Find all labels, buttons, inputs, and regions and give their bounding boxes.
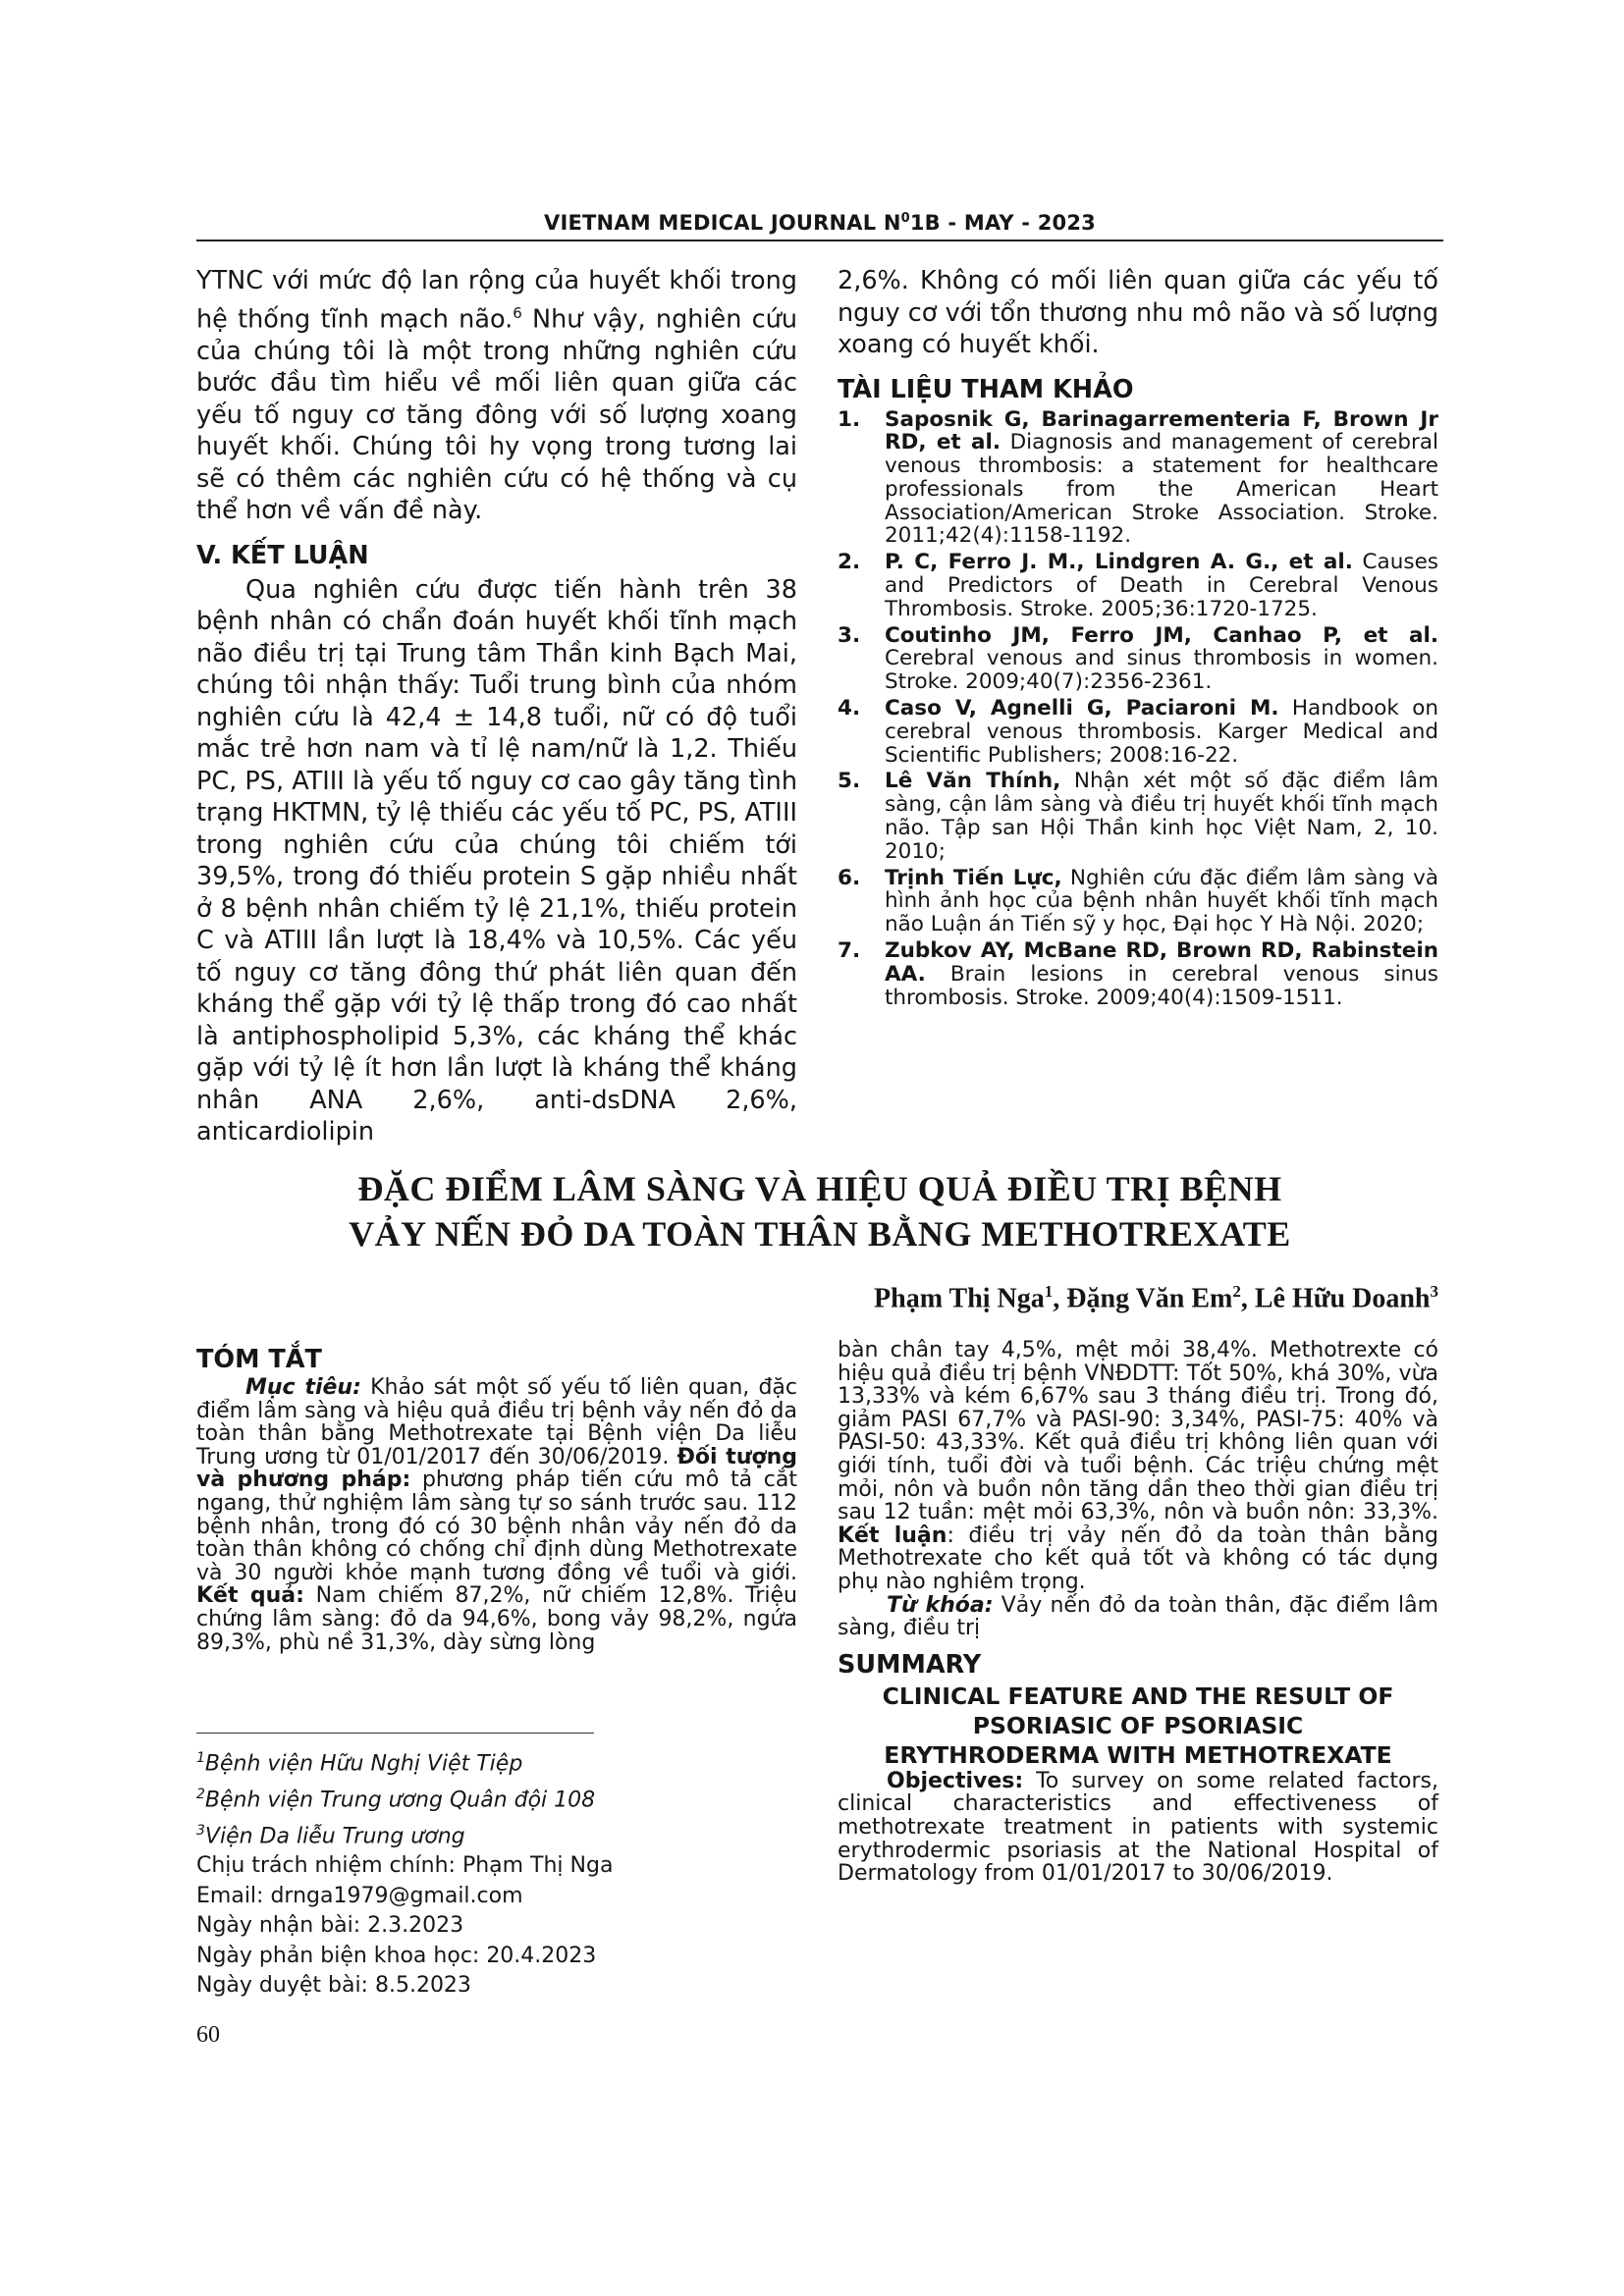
accepted-date: Ngày duyệt bài: 8.5.2023	[196, 1973, 471, 1999]
reference-item: 6. Trịnh Tiến Lực, Nghiên cứu đặc điểm lâm sàng và hình ảnh học của bệnh nhân huyết khối tĩnh mạch não Luận án Tiến sỹ y học, Đại học Y Hà Nội. 2020;	[838, 865, 1438, 937]
article-title	[196, 1166, 1443, 1256]
references-heading: TÀI LIỆU THAM KHẢO	[838, 374, 1134, 404]
author-line: Phạm Thị Nga$^1$, Đặng Văn Em$^2$, Lê Hữu Doanh$^3$	[874, 1282, 1438, 1314]
author-name: Lê Hữu Doanh	[1254, 1283, 1431, 1314]
reference-item: 7. Zubkov AY, McBane RD, Brown RD, Rabinstein AA. Brain lesions in cerebral venous sinus thrombosis. Stroke. 2009;40(4):1509-1511.	[838, 938, 1438, 1010]
abstract-vi	[196, 1345, 797, 1654]
reference-item: 1. Saposnik G, Barinagarrementeria F, Brown Jr RD, et al. Diagnosis and management of cerebral venous thrombosis: a statement for healthcare professionals from the American Heart Association/American Stroke Association. Stroke. 2011;42(4):1158-1192.	[838, 406, 1439, 549]
reference-item: 5. Lê Văn Thính, Nhận xét một số đặc điểm lâm sàng, cận lâm sàng và điều trị huyết khối tĩnh mạch não. Tập san Hội Thần kinh học Việt Nam, 2, 10. 2010;	[838, 769, 1439, 864]
email: Email: drnga1979@gmail.com	[196, 1883, 523, 1908]
abstract-heading: TÓM TẮT	[196, 1345, 322, 1374]
reference-item: 3. Coutinho JM, Ferro JM, Canhao P, et al. Cerebral venous and sinus thrombosis in women. Stroke. 2009;40(7):2356-2361.	[838, 622, 1438, 695]
discussion-continuation: YTNC với mức độ lan rộng của huyết khối trong hệ thống tĩnh mạch não.$^6$ Như vậy, nghiên cứu của chúng tôi là một trong những nghiên cứu bước đầu tìm hiểu về mối liên quan giữa các yếu tố nguy cơ tăng đông với số lượng xoang huyết khối. Chúng tôi hy vọng trong tương lai sẽ có thêm các nghiên cứu có hệ thống và cụ thể hơn về vấn đề này.	[196, 266, 797, 525]
summary-title: CLINICAL FEATURE AND THE RESULT OF PSORIASIC OF PSORIASIC ERYTHRODERMA WITH METHOTREXATE	[882, 1682, 1394, 1769]
received-date: Ngày nhận bài: 2.3.2023	[196, 1913, 464, 1939]
reference-item: 4. Caso V, Agnelli G, Paciaroni M. Handbook on cerebral venous thrombosis. Karger Medical and Scientific Publishers; 2008:16-22.	[838, 696, 1438, 768]
article-title-line: VẢY NẾN ĐỎ DA TOÀN THÂN BẰNG METHOTREXATE	[349, 1214, 1291, 1254]
running-header: VIETNAM MEDICAL JOURNAL $N^01B$ - MAY - 2023	[544, 211, 1096, 235]
left-column	[196, 265, 797, 1148]
author-name: Phạm Thị Nga	[874, 1283, 1045, 1314]
summary-body: Objectives: To survey on some related factors, clinical characteristics and effectiveness of methotrexate treatment in patients with systemic erythrodermic psoriasis at the National Hospital of Dermatology from 01/01/2017 to 30/06/2019.	[838, 1768, 1438, 1887]
page-number: 60	[196, 2022, 220, 2048]
conclusion-heading: V. KẾT LUẬN	[196, 540, 369, 570]
reference-item: 2. P. C, Ferro J. M., Lindgren A. G., et al. Causes and Predictors of Death in Cerebral Venous Thrombosis. Stroke. 2005;36:1720-1725.	[838, 550, 1438, 621]
references-list	[838, 408, 1438, 1010]
affiliation: $^2$Bệnh viện Trung ương Quân đội 108	[196, 1786, 596, 1813]
author-name: Đặng Văn Em	[1066, 1283, 1233, 1314]
abstract-body: Mục tiêu: Khảo sát một số yếu tố liên quan, đặc điểm lâm sàng và hiệu quả điều trị bệnh vảy nến đỏ da toàn thân bằng Methotrexate tại Bệnh viện Da liễu Trung ương từ 01/01/2017 đến 30/06/2019. Đối tượng và phương pháp: phương pháp tiến cứu mô tả cắt ngang, thử nghiệm lâm sàng tự so sánh trước sau. 112 bệnh nhân, trong đó có 30 bệnh nhân vảy nến đỏ da toàn thân không có chống chỉ định dùng Methotrexate và 30 người khỏe mạnh tương đồng về tuổi và giới. Kết quả: Nam chiếm 87,2%, nữ chiếm 12,8%. Triệu chứng lâm sàng: đỏ da 94,6%, bong vảy 98,2%, ngứa 89,3%, phù nề 31,3%, dày sừng lòng	[196, 1375, 798, 1655]
footnotes	[196, 1743, 658, 2002]
review-date: Ngày phản biện khoa học: 20.4.2023	[196, 1943, 597, 1968]
keywords: Từ khóa: Vảy nến đỏ da toàn thân, đặc điểm lâm sàng, điều trị	[838, 1592, 1438, 1641]
footnote-divider	[196, 1733, 594, 1734]
summary-heading: SUMMARY	[838, 1649, 982, 1680]
right-column	[838, 265, 1438, 1012]
conclusion-text: Qua nghiên cứu được tiến hành trên 38 bệnh nhân có chẩn đoán huyết khối tĩnh mạch não điều trị tại Trung tâm Thần kinh Bạch Mai, chúng tôi nhận thấy: Tuổi trung bình của nhóm nghiên cứu là 42,4 ± 14,8 tuổi, nữ có độ tuổi mắc trẻ hơn nam và tỉ lệ nam/nữ là 1,2. Thiếu PC, PS, ATIII là yếu tố nguy cơ cao gây tăng tình trạng HKTMN, tỷ lệ thiếu các yếu tố PC, PS, ATIII trong nghiên cứu của chúng tôi chiếm tới 39,5%, trong đó thiếu protein S gặp nhiều nhất ở 8 bệnh nhân chiếm tỷ lệ 21,1%, thiếu protein C và ATIII lần lượt là 18,4% và 10,5%. Các yếu tố nguy cơ tăng đông thứ phát liên quan đến kháng thể gặp với tỷ lệ thấp trong đó cao nhất là antiphospholipid 5,3%, các kháng thể khác gặp với tỷ lệ ít hơn lần lượt là kháng thể kháng nhân ANA 2,6%, anti-dsDNA 2,6%, anticardiolipin	[196, 574, 797, 1147]
header-divider	[196, 240, 1443, 241]
abstract-vi-continued	[838, 1339, 1438, 1886]
corresponding-author: Chịu trách nhiệm chính: Phạm Thị Nga	[196, 1853, 614, 1879]
affiliation: $^3$Viện Da liễu Trung ương	[196, 1822, 465, 1848]
affiliation: $^1$Bệnh viện Hữu Nghị Việt Tiệp	[196, 1750, 523, 1777]
abstract-body-continued: bàn chân tay 4,5%, mệt mỏi 38,4%. Methotrexte có hiệu quả điều trị bệnh VNĐDTT: Tốt 50%, khá 30%, vừa 13,33% và kém 6,67% sau 3 tháng điều trị. Trong đó, giảm PASI 67,7% và PASI-90: 3,34%, PASI-75: 40% và PASI-50: 43,33%. Kết quả điều trị không liên quan với giới tính, tuổi đời và tuổi bệnh. Các triệu chứng mệt mỏi, nôn và buồn nôn tăng dần theo thời gian điều trị sau 12 tuần: mệt mỏi 63,3%, nôn và buồn nôn: 33,3%. Kết luận: điều trị vảy nến đỏ da toàn thân bằng Methotrexate cho kết quả tốt và không có tác dụng phụ nào nghiêm trọng.	[838, 1338, 1438, 1594]
conclusion-continuation: 2,6%. Không có mối liên quan giữa các yếu tố nguy cơ với tổn thương nhu mô não và số lượng xoang có huyết khối.	[838, 266, 1438, 359]
article-title-line: ĐẶC ĐIỂM LÂM SÀNG VÀ HIỆU QUẢ ĐIỀU TRỊ BỆNH	[357, 1169, 1282, 1208]
